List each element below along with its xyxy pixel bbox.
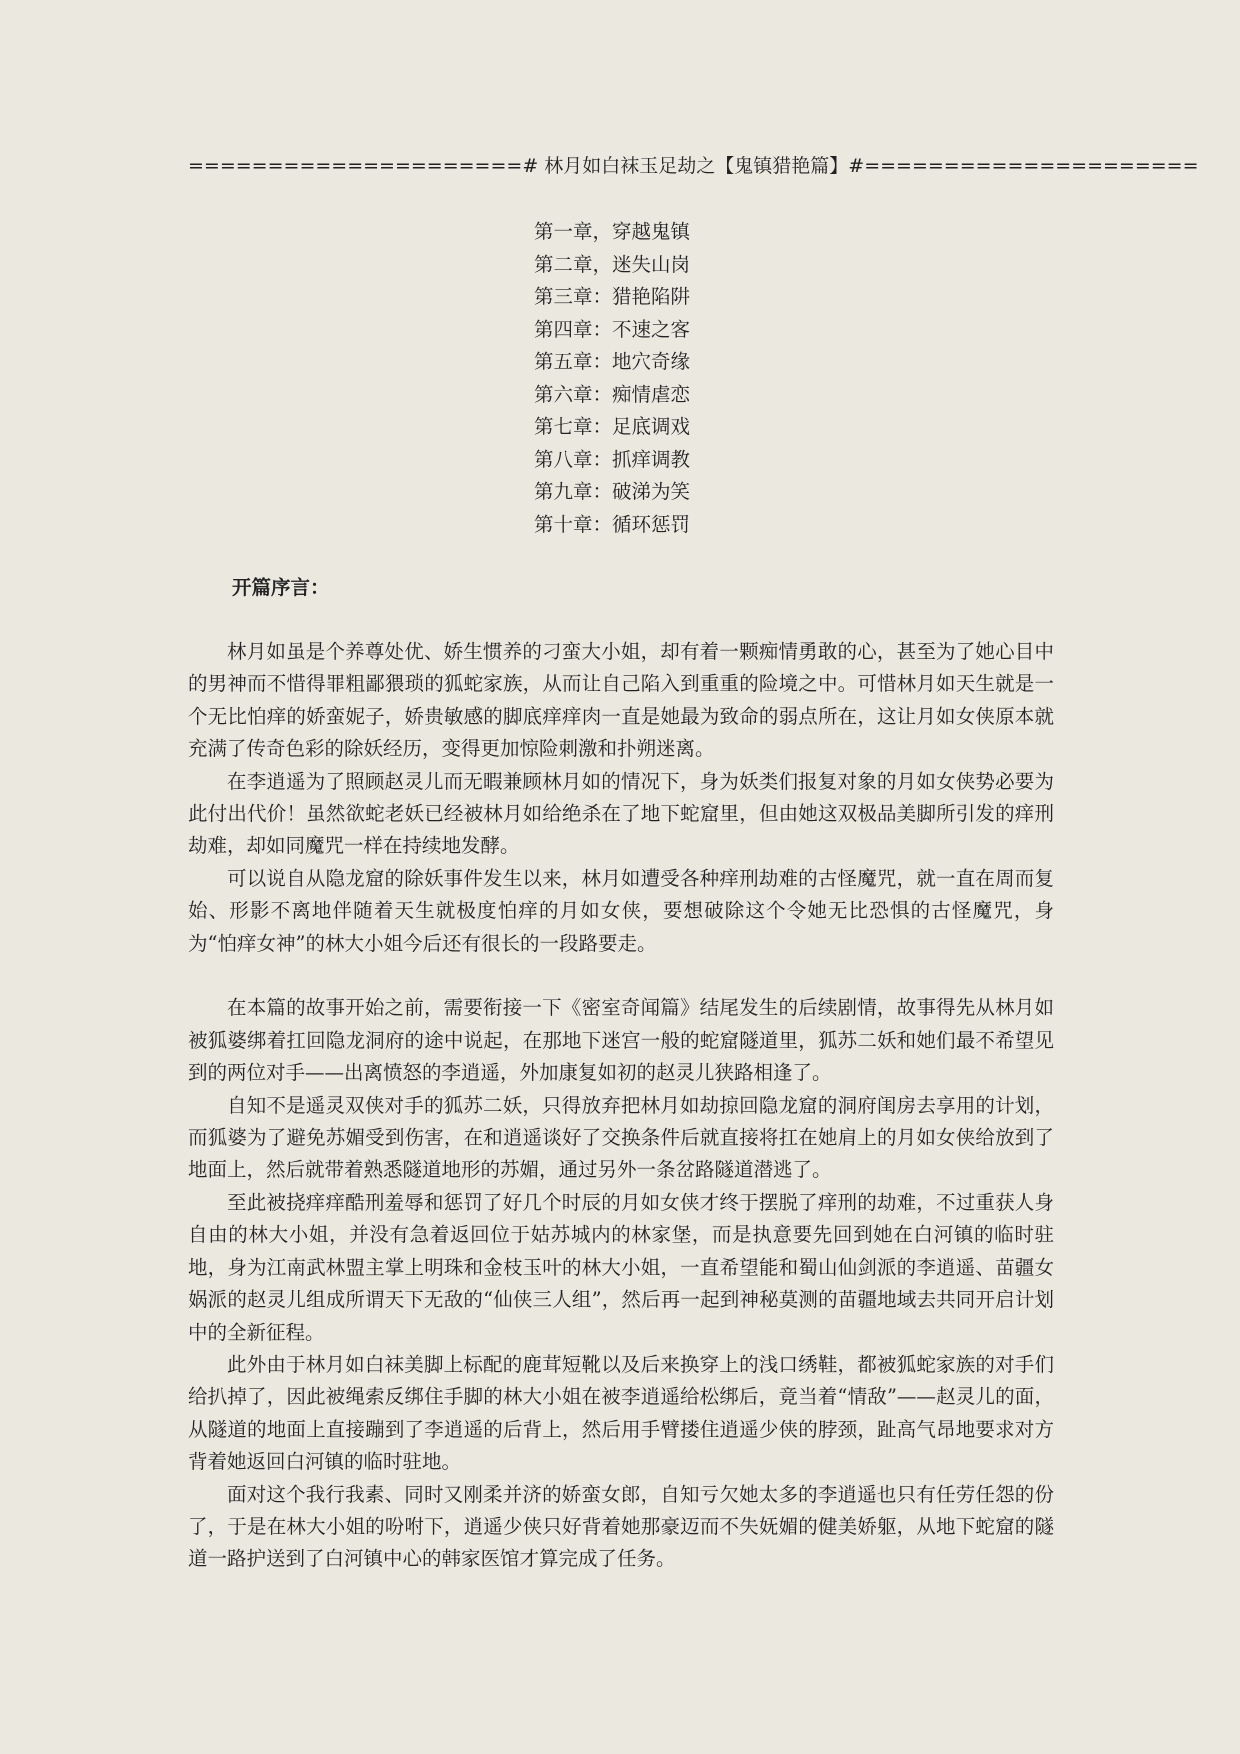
toc-item: 第二章，迷失山岗: [534, 252, 691, 276]
paragraph: 在本篇的故事开始之前，需要衔接一下《密室奇闻篇》结尾发生的后续剧情，故事得先从林月如被狐婆绑着扛回隐龙洞府的途中说起，在那地下迷宫一般的蛇窟隧道里，狐苏二妖和她们最不希望见到的两位对手——出离愤怒的李逍遥，外加康复如初的赵灵儿狭路相逢了。: [188, 996, 1054, 1085]
toc-item: 第八章：抓痒调教: [534, 447, 691, 471]
paragraph: 至此被挠痒痒酷刑羞辱和惩罚了好几个时辰的月如女侠才终于摆脱了痒刑的劫难，不过重获人身自由的林大小姐，并没有急着返回位于姑苏城内的林家堡，而是执意要先回到她在白河镇的临时驻地，身为江南武林盟主掌上明珠和金枝玉叶的林大小姐，一直希望能和蜀山仙剑派的李逍遥、苗疆女娲派的赵灵儿组成所谓天下无敌的“仙侠三人组”，然后再一起到神秘莫测的苗疆地域去共同开启计划中的全新征程。: [188, 1190, 1054, 1344]
paragraph: 可以说自从隐龙窟的除妖事件发生以来，林月如遭受各种痒刑劫难的古怪魔咒，就一直在周而复始、形影不离地伴随着天生就极度怕痒的月如女侠，要想破除这个令她无比恐惧的古怪魔咒，身为“怕痒女神”的林大小姐今后还有很长的一段路要走。: [188, 866, 1054, 955]
paragraph: 在李逍遥为了照顾赵灵儿而无暇兼顾林月如的情况下，身为妖类们报复对象的月如女侠势必要为此付出代价！虽然欲蛇老妖已经被林月如给绝杀在了地下蛇窟里，但由她这双极品美脚所引发的痒刑劫难，却如同魔咒一样在持续地发酵。: [188, 769, 1054, 858]
paragraph: 此外由于林月如白袜美脚上标配的鹿茸短靴以及后来换穿上的浅口绣鞋，都被狐蛇家族的对手们给扒掉了，因此被绳索反绑住手脚的林大小姐在被李逍遥给松绑后，竟当着“情敌”——赵灵儿的面，从隧道的地面上直接蹦到了李逍遥的后背上，然后用手臂搂住逍遥少侠的脖颈，趾高气昂地要求对方背着她返回白河镇的临时驻地。: [188, 1352, 1054, 1474]
preface-heading: 开篇序言：: [232, 576, 330, 599]
toc-item: 第四章：不速之客: [534, 317, 691, 341]
paragraph: 林月如虽是个养尊处优、娇生惯养的刁蛮大小姐，却有着一颗痴情勇敢的心，甚至为了她心目中的男神而不惜得罪粗鄙猥琐的狐蛇家族，从而让自己陷入到重重的险境之中。可惜林月如天生就是一个无比怕痒的娇蛮妮子，娇贵敏感的脚底痒痒肉一直是她最为致命的弱点所在，这让月如女侠原本就充满了传奇色彩的除妖经历，变得更加惊险刺激和扑朔迷离。: [188, 640, 1054, 761]
preface-body: [188, 636, 1054, 1576]
toc-item: 第九章：破涕为笑: [534, 480, 691, 503]
table-of-contents: [534, 216, 794, 541]
toc-item: 第五章：地穴奇缘: [534, 350, 691, 373]
toc-item: 第一章，穿越鬼镇: [534, 220, 691, 243]
toc-item: 第七章：足底调戏: [534, 415, 691, 438]
paragraph: 面对这个我行我素、同时又刚柔并济的娇蛮女郎，自知亏欠她太多的李逍遥也只有任劳任怨的份了，于是在林大小姐的吩咐下，逍遥少侠只好背着她那豪迈而不失妩媚的健美娇躯，从地下蛇窟的隧道一路护送到了白河镇中心的韩家医馆才算完成了任务。: [188, 1482, 1054, 1571]
paragraph: 自知不是遥灵双侠对手的狐苏二妖，只得放弃把林月如劫掠回隐龙窟的洞府闺房去享用的计划，而狐婆为了避免苏媚受到伤害，在和逍遥谈好了交换条件后就直接将扛在她肩上的月如女侠给放到了地面上，然后就带着熟悉隧道地形的苏媚，通过另外一条岔路隧道潜逃了。: [188, 1093, 1054, 1182]
toc-item: 第六章：痴情虐恋: [534, 382, 691, 406]
document-title: =====================# 林月如白袜玉足劫之【鬼镇猎艳篇】#=====================: [188, 155, 1199, 177]
toc-item: 第十章：循环惩罚: [534, 512, 691, 536]
toc-item: 第三章：猎艳陷阱: [534, 285, 691, 308]
